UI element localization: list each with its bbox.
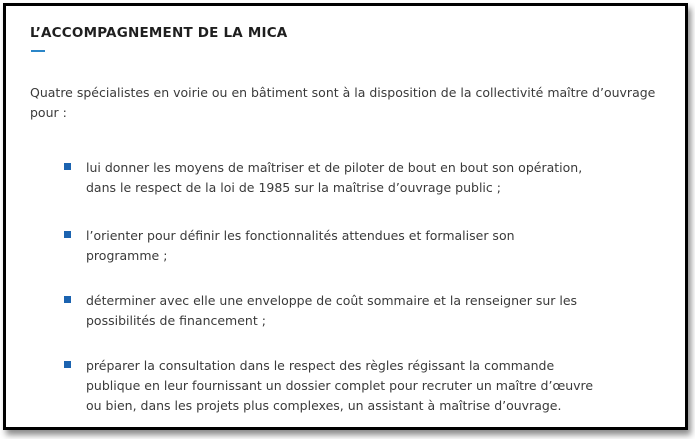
list-item-text (86, 226, 606, 266)
intro-paragraph (30, 83, 670, 123)
intro-line: pour : (30, 105, 67, 120)
square-bullet-icon (64, 361, 71, 368)
title-accent-underline (31, 50, 45, 52)
list-item-line: l’orienter pour définir les fonctionnalités attendues et formaliser son (86, 228, 515, 243)
square-bullet-icon (64, 163, 71, 170)
list-item-line: déterminer avec elle une enveloppe de coût sommaire et la renseigner sur les (86, 293, 578, 308)
list-item-line: ou bien, dans les projets plus complexes, un assistant à maîtrise d’ouvrage. (86, 398, 562, 413)
list-item-text (86, 356, 606, 416)
list-item-text (86, 158, 606, 198)
intro-line: Quatre spécialistes en voirie ou en bâtiment sont à la disposition de la collectivité maître d’ouvrage (30, 85, 656, 100)
list-item-text (86, 291, 606, 331)
list-item-line: lui donner les moyens de maîtriser et de piloter de bout en bout son opération, (86, 160, 583, 175)
list-item-line: préparer la consultation dans le respect des règles régissant la commande (86, 358, 555, 373)
list-item-line: publique en leur fournissant un dossier complet pour recruter un maître d’œuvre (86, 378, 594, 393)
square-bullet-icon (64, 231, 71, 238)
list-item-line: possibilités de financement ; (86, 313, 266, 328)
content-panel (3, 3, 688, 430)
section-title: L’ACCOMPAGNEMENT DE LA MICA (30, 25, 288, 41)
list-item-line: programme ; (86, 248, 168, 263)
list-item-line: dans le respect de la loi de 1985 sur la maîtrise d’ouvrage public ; (86, 180, 501, 195)
square-bullet-icon (64, 296, 71, 303)
